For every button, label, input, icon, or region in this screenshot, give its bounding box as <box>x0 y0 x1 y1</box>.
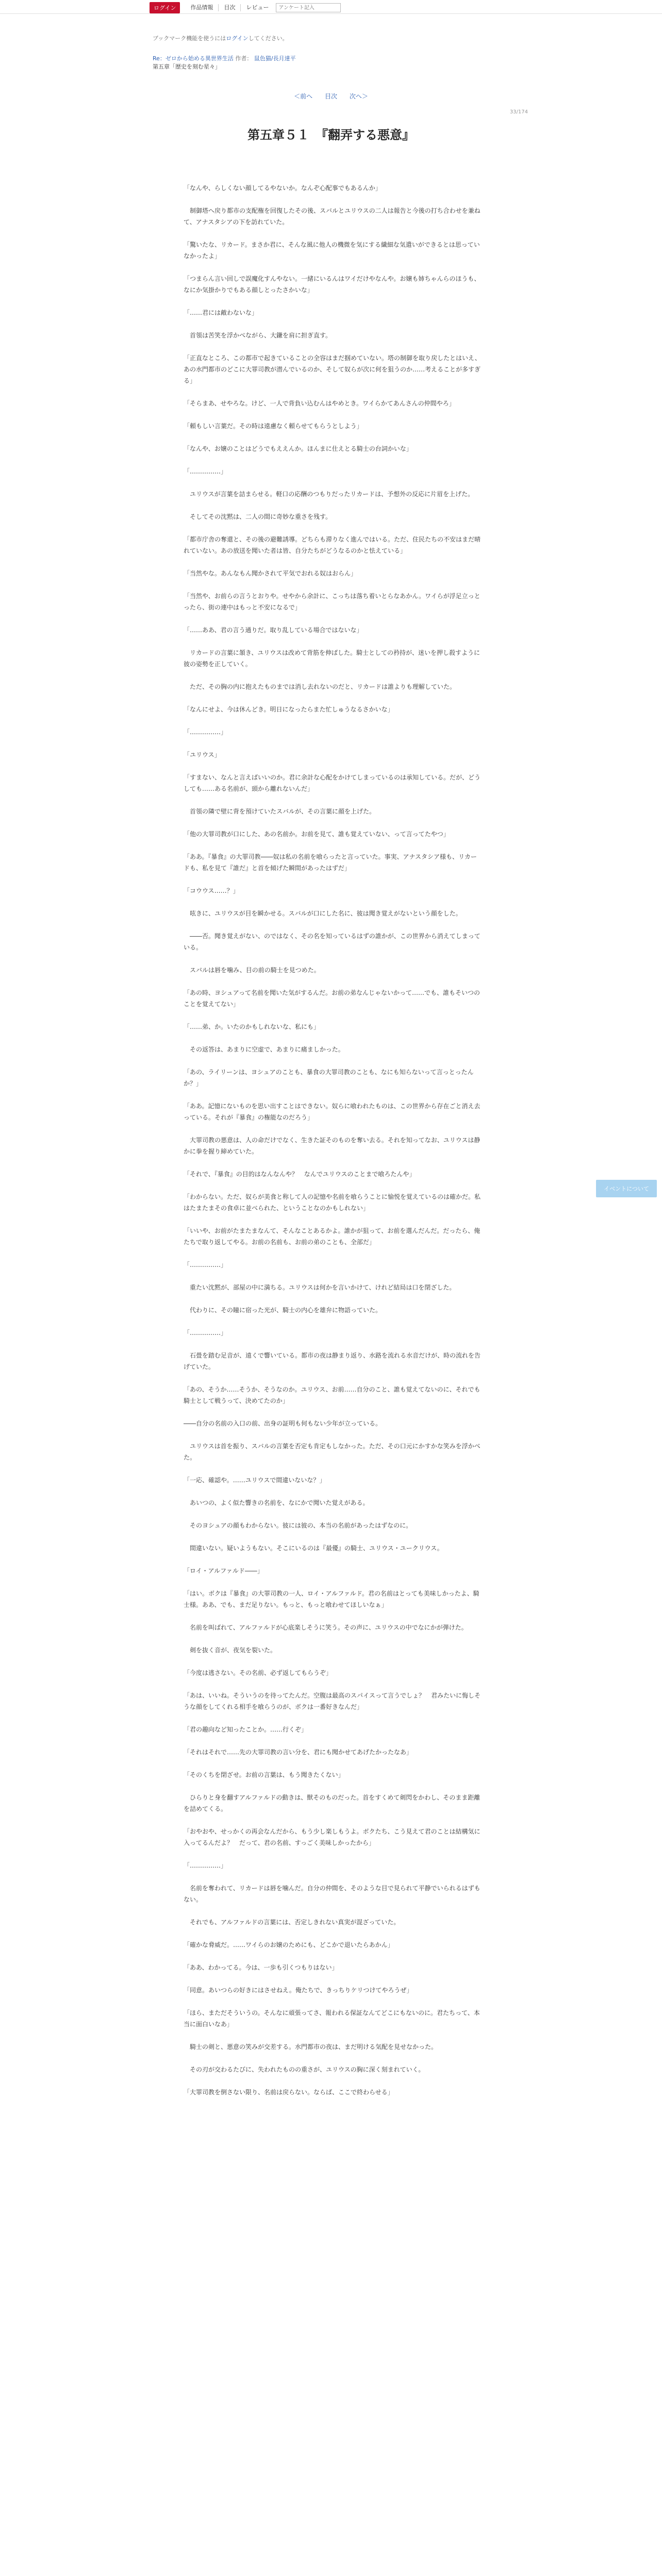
paragraph: ――自分の名前の入口の前、出身の証明も何もない少年が立っている。 <box>184 1420 382 1427</box>
paragraph: 名前を叫ばれて、アルファルドが心底楽しそうに笑う。その声に、ユリウスの中でなにかが弾けた。 <box>184 1624 468 1631</box>
paragraph: 「……………」 <box>184 468 227 475</box>
paragraph: その刃が交わるたびに、失われたものの重さが、ユリウスの胸に深く刻まれていく。 <box>184 2066 425 2073</box>
paragraph: 「わからない。ただ、奴らが美食と称して人の記憶や名前を喰らうことに愉悦を覚えているのは確かだ。私はたまたまその食卓に並べられた、ということなのかもしれない」 <box>184 1193 481 1212</box>
chapter-breadcrumb: 第五章「歴史を刻む星々」 <box>153 63 221 70</box>
paragraph: それでも、アルファルドの言葉には、否定しきれない真実が混ざっていた。 <box>184 1919 400 1926</box>
paragraph: 「ほら、まただそういうの。そんなに頑張ってさ、報われる保証なんてどこにもないのに。君たちって、本当に面白いなあ」 <box>184 2009 480 2028</box>
paragraph: 「つまらん言い回しで誤魔化すんやない。一緒にいるんはワイだけやなんや。お嬢も姉ちゃんらのほうも、なにか気掛かりでもある顔しとったさかいな」 <box>184 275 481 294</box>
paragraph: 「なんや、らしくない顔してるやないか。なんぞ心配事でもあるんか」 <box>184 184 382 192</box>
series-link[interactable]: Re：ゼロから始める異世界生活 <box>153 55 234 62</box>
paragraph: 「ああ、わかってる。今は、一歩も引くつもりはない」 <box>184 1964 338 1971</box>
paragraph: 「当然やな。あんなもん聞かされて平気でおれる奴はおらん」 <box>184 570 357 577</box>
paragraph: 「それで、『暴食』の目的はなんなんや？ なんでユリウスのことまで喰ろたんや」 <box>184 1171 416 1178</box>
paragraph: 「ロイ・アルファルド――」 <box>184 1567 263 1574</box>
paragraph: 呟きに、ユリウスが目を瞬かせる。スバルが口にした名に、彼は聞き覚えがないという顔をした。 <box>184 910 462 917</box>
paragraph: 「大罪司教を倒さない限り、名前は戻らない。ならば、ここで終わらせる」 <box>184 2089 394 2096</box>
search-input[interactable] <box>276 3 341 12</box>
paragraph: 騎士の剣と、悪意の笑みが交差する。水門都市の夜は、まだ明ける気配を見せなかった。 <box>184 2043 438 2050</box>
paragraph: 「はい。ボクは『暴食』の大罪司教の一人、ロイ・アルファルド。君の名前はとっても美味しかったよ、騎士様。ああ、でも、まだ足りない。もっと、もっと喰わせてほしいなぁ」 <box>184 1590 479 1608</box>
paragraph: 剣を抜く音が、夜気を裂いた。 <box>184 1647 277 1654</box>
paragraph: 「……………」 <box>184 1261 227 1268</box>
author-link[interactable]: 鼠色猫/長月達平 <box>254 55 296 62</box>
paragraph: 「そらまあ、せやろな。けど、一人で背負い込むんはやめとき。ワイらかてあんさんの仲間やろ」 <box>184 400 455 407</box>
paragraph: 「正直なところ、この都市で起きていることの全容はまだ掴めていない。塔の制御を取り戻したとはいえ、あの水門都市のどこに大罪司教が潜んでいるのか、そして奴らが次に何を狙うのか……考えることが多すぎる」 <box>184 354 481 384</box>
paragraph: 「……ああ、君の言う通りだ。取り乱している場合ではないな」 <box>184 626 363 634</box>
paragraph: 「同意。あいつらの好きにはさせねえ。俺たちで、きっちりケリつけてやろうぜ」 <box>184 1987 413 1994</box>
bookmark-notice <box>153 34 288 42</box>
paragraph: 「今度は逃さない。その名前、必ず返してもらうぞ」 <box>184 1669 333 1676</box>
paragraph: リカードの言葉に頷き、ユリウスは改めて背筋を伸ばした。騎士としての矜持が、迷いを押し殺すように彼の姿勢を正していく。 <box>184 649 481 668</box>
paragraph: 大罪司教の悪意は、人の命だけでなく、生きた証そのものを奪い去る。それを知ってなお、ユリウスは静かに拳を握り締めていた。 <box>184 1137 481 1155</box>
paragraph: 「あは、いいね。そういうのを待ってたんだ。空腹は最高のスパイスって言うでしょ？ 君みたいに悔しそうな顔をしてくれる相手を喰らうのが、ボクは一番好きなんだ」 <box>184 1692 481 1710</box>
paragraph: 「……君には敵わないな」 <box>184 309 258 316</box>
paragraph: 「そのくちを閉ざせ。お前の言葉は、もう聞きたくない」 <box>184 1771 344 1778</box>
paragraph: 「君の趣向など知ったことか。……行くぞ」 <box>184 1726 308 1733</box>
paragraph: 石畳を踏む足音が、遠くで響いている。都市の夜は静まり返り、水路を流れる水音だけが、時の流れを告げていた。 <box>184 1352 481 1370</box>
novel-body <box>184 182 483 2109</box>
paragraph: 「すまない、なんと言えばいいのか。君に余計な心配をかけてしまっているのは承知している。だが、どうしても……ある名前が、頭から離れないんだ」 <box>184 774 481 792</box>
toc-link[interactable]: 目次 <box>324 93 337 100</box>
paragraph: ユリウスは首を振り、スバルの言葉を否定も肯定もしなかった。ただ、その口元にかすかな笑みを浮かべた。 <box>184 1443 481 1461</box>
paragraph: 「あの、ライリーンは、ヨシュアのことも、暴食の大罪司教のことも、なにも知らないって言っとったんか？」 <box>184 1069 474 1087</box>
paragraph: 「頼もしい言葉だ。その時は遠慮なく頼らせてもらうとしよう」 <box>184 422 363 430</box>
login-button[interactable]: ログイン <box>150 2 180 13</box>
notice-suffix: してください。 <box>248 35 288 42</box>
paragraph: 「驚いたな、リカード。まさか君に、そんな風に他人の機微を気にする繊細な気遣いができるとは思っていなかったよ」 <box>184 241 480 260</box>
paragraph: 「いいや、お前がたまたまなんて、そんなことあるかよ。誰かが狙って、お前を選んだんだ。だったら、俺たちで取り返してやる。お前の名前も、お前の弟のことも、全部だ」 <box>184 1227 481 1246</box>
paragraph: 「都市庁舎の奪還と、その後の避難誘導。どちらも滞りなく進んではいる。ただ、住民たちの不安はまだ晴れていない。あの放送を聞いた者は皆、自分たちがどうなるのかと怯えている」 <box>184 536 481 554</box>
paragraph: 首領の隣で壁に背を預けていたスバルが、その言葉に顔を上げた。 <box>184 808 376 815</box>
paragraph: ――否。聞き覚えがない、のではなく、その名を知っているはずの誰かが、この世界から消えてしまっている。 <box>184 933 481 951</box>
paragraph: 「あの時、ヨシュアって名前を聞いた気がするんだ。お前の弟なんじゃないかって……でも、誰もそいつのことを覚えてない」 <box>184 989 481 1008</box>
page-number: 33/174 <box>509 109 528 115</box>
nav-work-info[interactable]: 作品情報 <box>190 4 213 11</box>
notice-prefix: ブックマーク機能を使うには <box>153 35 226 42</box>
paragraph: 代わりに、その瞳に宿った光が、騎士の内心を雄弁に物語っていた。 <box>184 1307 382 1314</box>
paragraph: あいつの、よく似た響きの名前を、なにかで聞いた覚えがある。 <box>184 1499 369 1506</box>
paragraph: 「……弟、か。いたのかもしれないな、私にも」 <box>184 1023 320 1030</box>
prev-link[interactable]: ＜前へ <box>294 93 313 100</box>
paragraph: 「なんや、お嬢のことはどうでもええんか。ほんまに仕えとる騎士の台詞かいな」 <box>184 445 412 452</box>
paragraph: 「ああ。『暴食』の大罪司教――奴は私の名前を喰らったと言っていた。事実、アナスタシア様も、リカードも、私を見て『誰だ』と首を傾げた瞬間があったはずだ」 <box>184 853 477 872</box>
paragraph: 「確かな脅威だ。……ワイらのお嬢のためにも、どこかで退いたらあかん」 <box>184 1941 394 1948</box>
chapter-title: 第五章５１ 『翻弄する悪意』 <box>247 128 415 142</box>
paragraph: 「それはそれで……先の大罪司教の言い分を、君にも聞かせてあげたかったなあ」 <box>184 1749 413 1756</box>
paragraph: 「当然や、お前らの言うとおりや。せやから余計に、こっちは落ち着いとらなあかん。ワイらが浮足立っとったら、街の連中はもっと不安になるで」 <box>184 592 481 611</box>
paragraph: 間違いない。疑いようもない。そこにいるのは『最優』の騎士、ユリウス・ユークリウス。 <box>184 1545 443 1552</box>
paragraph: 「あの、そうか……そうか、そうなのか。ユリウス、お前……自分のこと、誰も覚えてないのに、それでも騎士として戦うって、決めてたのか」 <box>184 1386 481 1404</box>
paragraph: そしてその沈黙は、二人の間に奇妙な重さを残す。 <box>184 513 332 520</box>
paragraph: スバルは唇を噛み、目の前の騎士を見つめた。 <box>184 967 320 974</box>
paragraph: 「他の大罪司教が口にした、あの名前か。お前を見て、誰も覚えていない、って言ってたやつ」 <box>184 831 450 838</box>
paragraph: 制御塔へ戻り都市の支配権を回復したその後、スバルとユリウスの二人は報告と今後の打ち合わせを兼ねて、アナスタシアの下を訪れていた。 <box>184 207 481 226</box>
paragraph: 名前を奪われて、リカードは唇を噛んだ。自分の仲間を、そのような目で見られて平静でいられるはずもない。 <box>184 1885 481 1903</box>
author-prefix: 作者： <box>235 55 253 62</box>
paragraph: 「……………」 <box>184 1329 227 1336</box>
paragraph: 「なんにせよ、今は休んどき。明日になったらまた忙しゅうなるさかいな」 <box>184 706 394 713</box>
nav-review[interactable]: レビュー <box>240 4 274 11</box>
paragraph: そのヨシュアの顔もわからない。彼には彼の、本当の名前があったはずなのに。 <box>184 1522 412 1529</box>
paragraph: ひらりと身を翻すアルファルドの動きは、獣そのものだった。首をすくめて剣閃をかわし、そのまま距離を詰めてくる。 <box>184 1794 481 1812</box>
pager-top <box>0 92 662 100</box>
paragraph: 「コウウス……？」 <box>184 887 239 894</box>
next-link[interactable]: 次へ＞ <box>349 93 368 100</box>
paragraph: 「ユリウス」 <box>184 751 221 758</box>
paragraph: ユリウスが言葉を詰まらせる。軽口の応酬のつもりだったリカードは、予想外の反応に片眉を上げた。 <box>184 490 474 498</box>
paragraph: 「おやおや、せっかくの再会なんだから、もう少し楽しもうよ。ボクたち、こう見えて君のことは結構気に入ってるんだよ？ だって、君の名前、すっごく美味しかったから」 <box>184 1828 481 1846</box>
notice-login-link[interactable]: ログイン <box>226 35 249 42</box>
paragraph: その返答は、あまりに空虚で、あまりに痛ましかった。 <box>184 1046 344 1053</box>
paragraph: 重たい沈黙が、部屋の中に満ちる。ユリウスは何かを言いかけて、けれど結局は口を閉ざした。 <box>184 1284 456 1291</box>
paragraph: 「ああ。記憶にないものを思い出すことはできない。奴らに喰われたものは、この世界から存在ごと消え去っている。それが『暴食』の権能なのだろう」 <box>184 1103 481 1121</box>
event-badge[interactable]: イベントについて <box>596 1180 657 1197</box>
paragraph: 首領は苦笑を浮かべながら、大鎌を肩に担ぎ直す。 <box>184 332 332 339</box>
paragraph: ただ、その胸の内に抱えたものまでは消し去れないのだと、リカードは誰よりも理解していた。 <box>184 683 456 690</box>
paragraph: 「……………」 <box>184 1862 227 1869</box>
paragraph: 「……………」 <box>184 728 227 736</box>
paragraph: 「一応、確認や。……ユリウスで間違いないな？」 <box>184 1477 326 1484</box>
nav-toc[interactable]: 目次 <box>218 4 240 11</box>
top-bar <box>0 0 662 14</box>
breadcrumb <box>153 55 296 63</box>
